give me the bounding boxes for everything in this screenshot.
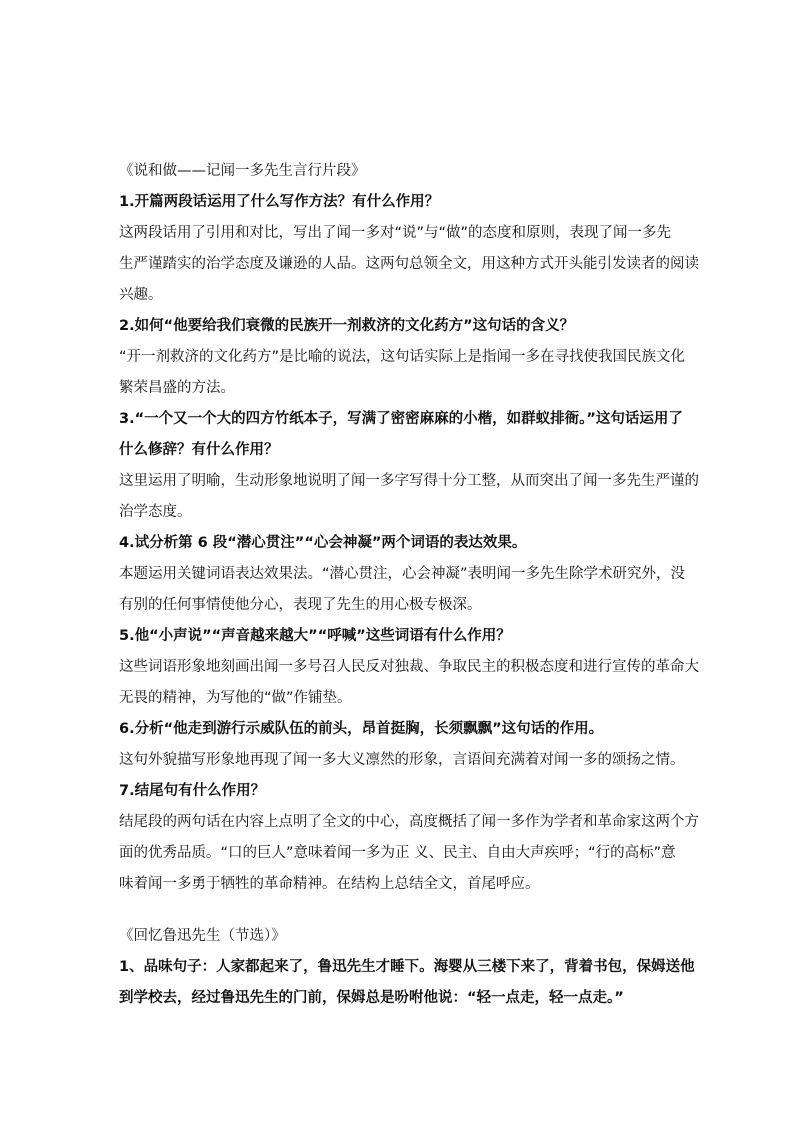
answer-3-line-2: 治学态度。 <box>119 504 192 520</box>
section-2-title: 《回忆鲁迅先生（节选）》 <box>119 928 286 944</box>
question-3-line-2: 什么修辞？有什么作用？ <box>119 442 279 458</box>
question-7: 7.结尾句有什么作用？ <box>119 783 266 799</box>
answer-7-line-1: 结尾段的两句话在内容上点明了全文的中心，高度概括了闻一多作为学者和革命家这两个方 <box>119 814 699 830</box>
question-4: 4.试分析第 6 段“潜心贯注”“心会神凝”两个词语的表达效果。 <box>119 535 527 551</box>
answer-6-line-1: 这句外貌描写形象地再现了闻一多大义凛然的形象，言语间充满着对闻一多的颂扬之情。 <box>119 752 685 768</box>
answer-5-line-1: 这些词语形象地刻画出闻一多号召人民反对独裁、争取民主的积极态度和进行宣传的革命大 <box>119 659 699 675</box>
question-6: 6.分析“他走到游行示威队伍的前头，昂首挺胸，长须飘飘”这句话的作用。 <box>119 721 604 737</box>
question-2: 2.如何“他要给我们衰微的民族开一剂救济的文化药方”这句话的含义？ <box>119 318 575 334</box>
answer-2-line-2: 繁荣昌盛的方法。 <box>119 380 235 396</box>
section-2-question-1-line-2: 到学校去，经过鲁迅先生的门前，保姆总是吩咐他说：“轻一点走，轻一点走。” <box>119 990 624 1006</box>
answer-1-line-3: 兴趣。 <box>119 287 163 303</box>
answer-5-line-2: 无畏的精神，为写他的“做”作铺垫。 <box>119 690 352 706</box>
document-page <box>119 160 699 1009</box>
answer-2-line-1: “开一剂救济的文化药方”是比喻的说法，这句话实际上是指闻一多在寻找使我国民族文化 <box>119 349 686 365</box>
answer-7-line-2: 面的优秀品质。“口的巨人”意味着闻一多为正 义、民主、自由大声疾呼；“行的高标”意 <box>119 845 676 861</box>
question-3-line-1: 3.“一个又一个大的四方竹纸本子，写满了密密麻麻的小楷，如群蚁排衙。”这句话运用了 <box>119 411 683 427</box>
answer-3-line-1: 这里运用了明喻，生动形象地说明了闻一多字写得十分工整，从而突出了闻一多先生严谨的 <box>119 473 699 489</box>
answer-7-line-3: 味着闻一多勇于牺牲的革命精神。在结构上总结全文，首尾呼应。 <box>119 876 540 892</box>
section-2-question-1-line-1: 1、品味句子：人家都起来了，鲁迅先生才睡下。海婴从三楼下来了，背着书包，保姆送他 <box>119 959 695 975</box>
section-title: 《说和做——记闻一多先生言行片段》 <box>119 163 366 179</box>
question-1: 1.开篇两段话运用了什么写作方法？有什么作用？ <box>119 194 440 210</box>
question-5: 5.他“小声说”“声音越来越大”“呼喊”这些词语有什么作用？ <box>119 628 511 644</box>
answer-1-line-2: 生严谨踏实的治学态度及谦逊的人品。这两句总领全文，用这种方式开头能引发读者的阅读 <box>119 256 699 272</box>
answer-4-line-1: 本题运用关键词语表达效果法。“潜心贯注，心会神凝”表明闻一多先生除学术研究外，没 <box>119 566 686 582</box>
answer-1-line-1: 这两段话用了引用和对比，写出了闻一多对“说”与“做”的态度和原则，表现了闻一多先 <box>119 225 672 241</box>
answer-4-line-2: 有别的任何事情使他分心，表现了先生的用心极专极深。 <box>119 597 482 613</box>
